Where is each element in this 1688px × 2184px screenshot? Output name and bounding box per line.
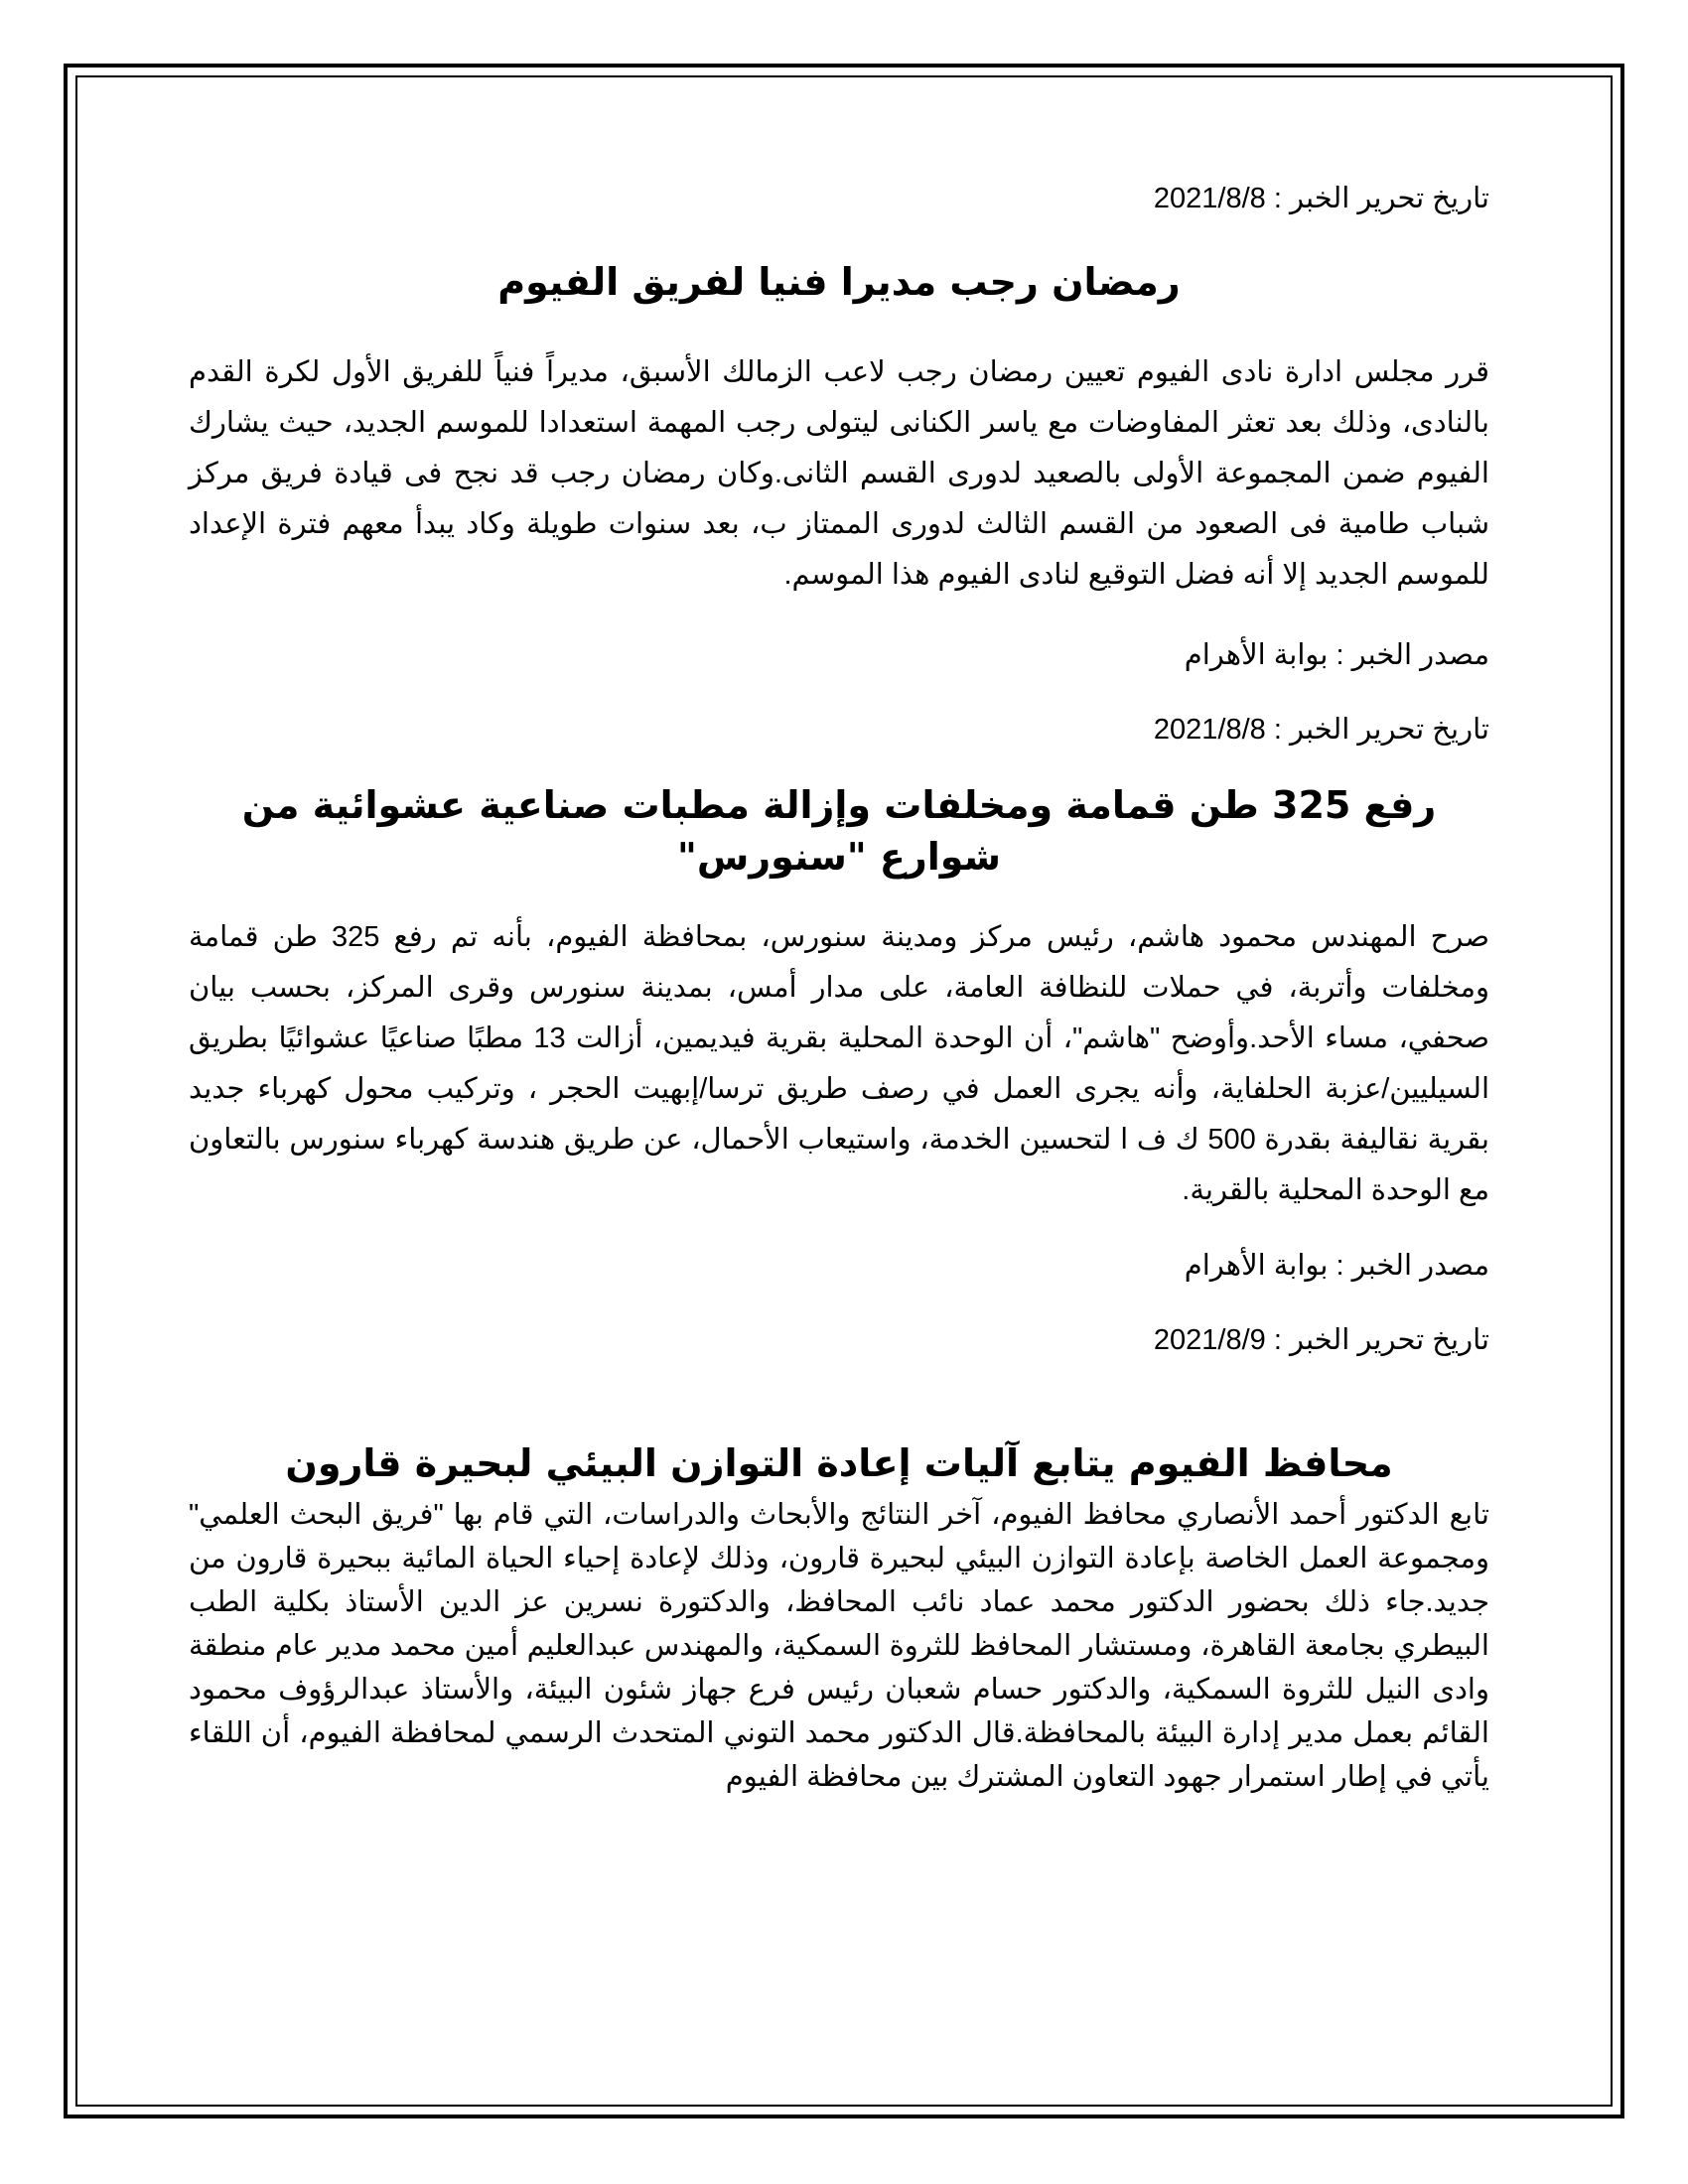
article-body: قرر مجلس ادارة نادى الفيوم تعيين رمضان رجب لاعب الزمالك الأسبق، مديراً فنياً للفريق الأول لكرة القدم بالنادى، وذلك بعد تعثر المفاوضات مع ياسر الكنانى ليتولى رجب المهمة استعدادا للموسم الجديد، حيث يشارك الفيوم ضمن المجموعة الأولى بالصعيد لدورى القسم الثانى.وكان رمضان رجب قد نجح فى قيادة فريق مركز شباب طامية فى الصعود من القسم الثالث لدورى الممتاز ب، بعد سنوات طويلة وكاد يبدأ معهم فترة الإعداد للموسم الجديد إلا أنه فضل التوقيع لنادى الفيوم هذا الموسم.	[189, 356, 1489, 591]
article-source: مصدر الخبر : بوابة الأهرام	[1184, 639, 1489, 671]
article-source: مصدر الخبر : بوابة الأهرام	[1184, 1250, 1489, 1282]
news-article	[189, 179, 1489, 675]
document-content	[189, 179, 1489, 1799]
news-article	[189, 710, 1489, 1286]
news-article	[189, 1320, 1489, 1799]
article-body: صرح المهندس محمود هاشم، رئيس مركز ومدينة سنورس، بمحافظة الفيوم، بأنه تم رفع 325 طن قمامة ومخلفات وأتربة، في حملات للنظافة العامة، على مدار أمس، بمدينة سنورس وقرى المركز، بحسب بيان صحفي، مساء الأحد.وأوضح "هاشم"، أن الوحدة المحلية بقرية فيديمين، أزالت 13 مطبًا صناعيًا عشوائيًا بطريق السيليين/عزبة الحلفاية، وأنه يجرى العمل في رصف طريق ترسا/إبهيت الحجر ، وتركيب محول كهرباء جديد بقرية نقاليفة بقدرة 500 ك ف ا لتحسين الخدمة، واستيعاب الأحمال، عن طريق هندسة كهرباء سنورس بالتعاون مع الوحدة المحلية بالقرية.	[189, 921, 1489, 1206]
article-title: رفع 325 طن قمامة ومخلفات وإزالة مطبات صناعية عشوائية من شوارع "سنورس"	[241, 783, 1437, 879]
article-date: تاريخ تحرير الخبر : 2021/8/8	[1153, 183, 1489, 214]
article-date: تاريخ تحرير الخبر : 2021/8/9	[1153, 1324, 1489, 1356]
article-title: رمضان رجب مديرا فنيا لفريق الفيوم	[497, 260, 1181, 304]
article-date: تاريخ تحرير الخبر : 2021/8/8	[1153, 714, 1489, 746]
article-title: محافظ الفيوم يتابع آليات إعادة التوازن البيئي لبحيرة قارون	[285, 1441, 1393, 1485]
article-body: تابع الدكتور أحمد الأنصاري محافظ الفيوم، آخر النتائج والأبحاث والدراسات، التي قام بها "فريق البحث العلمي" ومجموعة العمل الخاصة بإعادة التوازن البيئي لبحيرة قارون، وذلك لإعادة إحياء الحياة المائية ببحيرة قارون من جديد.جاء ذلك بحضور الدكتور محمد عماد نائب المحافظ، والدكتورة نسرين عز الدين الأستاذ بكلية الطب البيطري بجامعة القاهرة، ومستشار المحافظ للثروة السمكية، والمهندس عبدالعليم أمين محمد مدير عام منطقة وادى النيل للثروة السمكية، والدكتور حسام شعبان رئيس فرع جهاز شئون البيئة، والأستاذ عبدالرؤوف محمود القائم بعمل مدير إدارة البيئة بالمحافظة.قال الدكتور محمد التوني المتحدث الرسمي لمحافظة الفيوم، أن اللقاء يأتي في إطار استمرار جهود التعاون المشترك بين محافظة الفيوم	[189, 1499, 1489, 1793]
